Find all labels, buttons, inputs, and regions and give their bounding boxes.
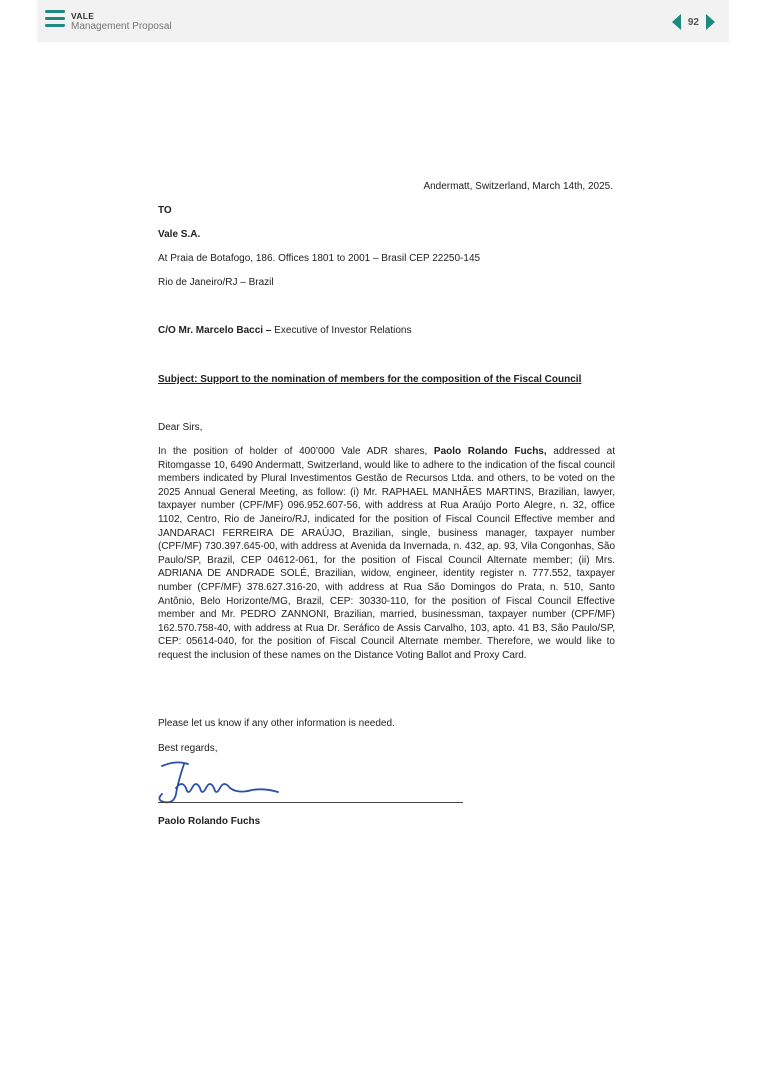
company-name: Vale S.A. <box>158 229 201 240</box>
closing: Best regards, <box>158 743 218 754</box>
care-of-name: C/O Mr. Marcelo Bacci – <box>158 325 272 336</box>
salutation: Dear Sirs, <box>158 422 203 433</box>
care-of-role: Executive of Investor Relations <box>271 325 412 336</box>
body-part-2: addressed at Ritomgasse 10, 6490 Andermatt, Switzerland, would like to adhere to the indication of the fiscal council members indicated by Plural Investimentos Gestão de Recursos Ltda. and others, to be voted on the 2025 Annual General Meeting, as follow: (i) Mr. RAPHAEL MANHÃES MARTINS, Brazilian, lawyer, taxpayer number (CPF/MF) 096.952.607-56, with address at Rua Araújo Porto Alegre, n. 32, office 1102, Centro, Rio de Janeiro/RJ, indicated for the position of Fiscal Council Effective member and JANDARACI FERREIRA DE ARAÚJO, Brazilian, single, business manager, taxpayer number (CPF/MF) 730.397.645-00, with address at Avenida da Invernada, n. 432, ap. 93, Vila Congonhas, São Paulo/SP, Brazil, CEP 04612-061, for the position of Fiscal Council Alternate member; (ii) Mrs. ADRIANA DE ANDRADE SOLÉ, Brazilian, widow, engineer, identity register n. 777.552, taxpayer number (CPF/MF) 378.627.316-20, with address at Rua São Domingos do Prata, n. 510, Santo Antônio, Belo Horizonte/MG, Brazil, CEP: 30330-110, for the position of Fiscal Council Effective member and Mr. PEDRO ZANNONI, Brazilian, married, businessman, taxpayer number (CPF/MF) 162.570.758-40, with address at Rua Dr. Seráfico de Assis Carvalho, 103, apto. 41 B3, São Paulo/SP, CEP: 05614-040, for the position of Fiscal Council Alternate member. Therefore, we would like to request the inclusion of these names on the Distance Voting Ballot and Proxy Card. <box>158 446 615 661</box>
next-page-icon[interactable] <box>706 14 715 30</box>
brand-name: VALE <box>71 11 95 21</box>
address-line-1: At Praia de Botafogo, 186. Offices 1801 to 2001 – Brasil CEP 22250-145 <box>158 253 481 264</box>
pager <box>672 13 715 31</box>
letter-body <box>158 445 615 663</box>
place-date: Andermatt, Switzerland, March 14th, 2025. <box>423 181 613 192</box>
to-label: TO <box>158 205 172 216</box>
subject-line: Subject: Support to the nomination of members for the composition of the Fiscal Council <box>158 374 582 385</box>
care-of-line <box>158 325 615 336</box>
previous-page-icon[interactable] <box>672 14 681 30</box>
signatory-name: Paolo Rolando Fuchs <box>158 816 261 827</box>
signature-line <box>158 802 463 803</box>
menu-icon[interactable] <box>45 10 65 28</box>
page-number: 92 <box>687 16 699 28</box>
body-holder-name: Paolo Rolando Fuchs, <box>433 446 547 457</box>
closing-request: Please let us know if any other information is needed. <box>158 718 395 729</box>
page-header <box>37 0 729 42</box>
handwritten-signature <box>154 758 284 808</box>
address-line-2: Rio de Janeiro/RJ – Brazil <box>158 277 274 288</box>
document-subtitle: Management Proposal <box>71 21 172 32</box>
body-part-1: In the position of holder of 400’000 Vale ADR shares, <box>158 446 434 457</box>
